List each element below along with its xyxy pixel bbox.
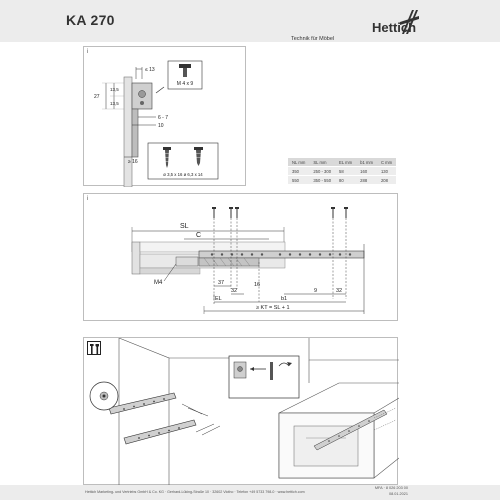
table-row <box>288 176 396 185</box>
label-SL: SL <box>180 223 189 230</box>
footer-ref-code: MFA · 8 026 203 00 <box>374 486 408 490</box>
table-cell: 80 <box>335 176 356 185</box>
installation-panel <box>83 337 398 485</box>
runner-dimensions-panel <box>83 193 398 321</box>
screw-icon <box>235 207 239 218</box>
dim-13-5-top: 13,5 <box>110 87 119 92</box>
panel-tag: i <box>87 196 89 202</box>
screw-icon <box>331 207 335 218</box>
front-fixing-panel <box>83 46 246 186</box>
table-header: EL mm <box>335 158 356 167</box>
tools-icon <box>88 342 102 356</box>
label-b1: b1 <box>281 296 288 302</box>
runner-lower <box>124 420 196 444</box>
drawer-side-upper <box>140 242 285 252</box>
dim-10: 10 <box>158 123 164 129</box>
dim-27: 27 <box>94 94 100 100</box>
screw-icon <box>229 207 233 218</box>
footer-ref-date: 08.01.2021 <box>388 491 408 496</box>
installation-illustration <box>84 338 399 486</box>
footer-address: Hettich Marketing- und Vertriebs GmbH & Co. KG · Gerhard-Lüking-Straße 10 · 32602 Vlotho · Telefon +49 5733 798-0 · www.hettich.com <box>85 490 305 494</box>
front-fixing-diagram <box>84 47 247 187</box>
screw-icon <box>344 207 348 218</box>
dim-le13: ≤ 13 <box>145 67 155 73</box>
table-header: C mm <box>377 158 396 167</box>
table-cell: 288 <box>356 176 377 185</box>
wood-screws-label: ø 3,5 x 16 ø 6,3 x 14 <box>163 172 203 177</box>
runner-front-bracket <box>176 257 198 266</box>
footer-reference <box>375 486 408 497</box>
dim-13-5-bottom: 13,5 <box>110 101 119 106</box>
page-header <box>0 0 500 42</box>
table-row <box>288 167 396 176</box>
table-header: b1 mm <box>356 158 377 167</box>
panel-tag: i <box>87 49 89 55</box>
screw-label: M 4 x 9 <box>176 81 194 87</box>
runner-dimension-diagram <box>84 194 399 322</box>
table-cell: 130 <box>377 167 396 176</box>
brand-tagline: Technik für Möbel <box>291 36 335 42</box>
runner-profile <box>132 109 138 157</box>
dim-16: 16 <box>254 282 261 288</box>
table-cell: 550 <box>288 176 309 185</box>
table-cell: 350 <box>288 167 309 176</box>
label-EL: EL <box>215 296 222 302</box>
label-C: C <box>196 232 202 239</box>
screw-icon <box>212 207 216 218</box>
dim-9: 9 <box>314 288 318 294</box>
dim-ge16: ≥ 16 <box>128 159 138 165</box>
page-footer <box>0 485 500 500</box>
table-cell: 350 - 550 <box>309 176 335 185</box>
front-board <box>124 77 132 187</box>
dim-37: 37 <box>218 280 225 286</box>
table-header: NL mm <box>288 158 309 167</box>
spec-table <box>288 158 396 185</box>
label-M4: M4 <box>154 280 163 286</box>
brand-name: Hettich <box>372 20 417 35</box>
machine-screw-icon <box>179 64 191 68</box>
table-cell: 250 - 300 <box>309 167 335 176</box>
dim-32-left: 32 <box>231 288 238 294</box>
dim-32-right: 32 <box>336 288 343 294</box>
cabinet-front-edge <box>132 242 140 274</box>
table-cell: 208 <box>377 176 396 185</box>
table-header: SL mm <box>309 158 335 167</box>
page-title: KA 270 <box>66 12 115 28</box>
tools-icon-box <box>87 341 101 355</box>
table-cell: 160 <box>356 167 377 176</box>
dim-6-7: 6 - 7 <box>158 115 169 121</box>
table-cell: 58 <box>335 167 356 176</box>
table-header-row <box>288 158 396 167</box>
label-KT: ≥ KT = SL + 1 <box>256 305 290 311</box>
